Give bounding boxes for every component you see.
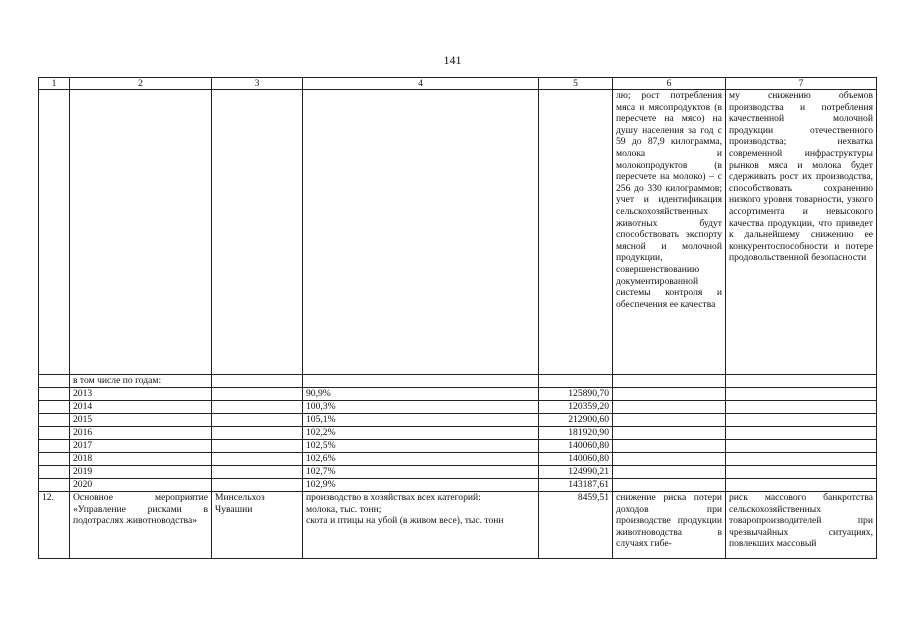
year: 2019	[70, 466, 212, 479]
by-years-label: в том числе по годам:	[70, 375, 212, 388]
year: 2014	[70, 401, 212, 414]
column-number: 2	[70, 78, 212, 90]
year-row	[39, 440, 877, 453]
growth-percent: 102,6%	[303, 453, 539, 466]
year-row	[39, 479, 877, 492]
year: 2016	[70, 427, 212, 440]
amount: 212900,60	[539, 414, 613, 427]
year-row	[39, 414, 877, 427]
risk-text: риск массового банкротства сельскохозяйственных товаропроизводителей при чрезвычайных ситуациях, повлекших массовый	[726, 492, 877, 559]
amount: 140060,80	[539, 440, 613, 453]
year-row	[39, 427, 877, 440]
growth-percent: 102,2%	[303, 427, 539, 440]
continued-row	[39, 90, 877, 375]
growth-percent: 105,1%	[303, 414, 539, 427]
amount: 8459,51	[539, 492, 613, 559]
executor: Минсельхоз Чувашии	[212, 492, 303, 559]
column-number: 7	[726, 78, 877, 90]
row-number: 12.	[39, 492, 70, 559]
amount: 120359,20	[539, 401, 613, 414]
year: 2020	[70, 479, 212, 492]
column-number: 6	[613, 78, 726, 90]
amount: 125890,70	[539, 388, 613, 401]
year: 2013	[70, 388, 212, 401]
growth-percent: 90,9%	[303, 388, 539, 401]
indicators	[303, 492, 539, 559]
expected-result-text: лю; рост потребления мяса и мясопродуктов (в пересчете на мясо) на душу населения за год с 59 до 87,9 килограмма, молока и молокопродуктов (в пересчете на молоко) – с 256 до 330 килограммов; учет и идентификация сельскохозяйственных животных будут способствовать экспорту мясной и молочной продукции, совершенствованию документированной системы контроля и обеспечения ее качества	[613, 90, 726, 375]
amount: 124990,21	[539, 466, 613, 479]
column-number-row	[39, 78, 877, 90]
measure-row-12	[39, 492, 877, 559]
risk-text: му снижению объемов производства и потребления качественной молочной продукции отечественного производства; нехватка современной инфраструктуры рынков мяса и молока будет сдерживать рост их производства, способствовать сохранению низкого уровня товарности, узкого ассортимента и невысокого качества продукции, что приведет к дальнейшему снижению ее конкурентоспособности и потере продовольственной безопасности	[726, 90, 877, 375]
year-row	[39, 453, 877, 466]
year: 2017	[70, 440, 212, 453]
year-row	[39, 388, 877, 401]
amount: 143187,61	[539, 479, 613, 492]
year-row	[39, 466, 877, 479]
year: 2018	[70, 453, 212, 466]
growth-percent: 102,5%	[303, 440, 539, 453]
growth-percent: 100,3%	[303, 401, 539, 414]
indicator-line: скота и птицы на убой (в живом весе), тыс. тонн	[306, 515, 504, 527]
column-number: 1	[39, 78, 70, 90]
measure-name: Основное мероприятие «Управление рисками в подотраслях животноводства»	[70, 492, 212, 559]
growth-percent: 102,9%	[303, 479, 539, 492]
expected-result-text: снижение риска потери доходов при производстве продукции животноводства в случаях гибе-	[613, 492, 726, 559]
year: 2015	[70, 414, 212, 427]
program-table	[38, 77, 877, 559]
amount: 181920,90	[539, 427, 613, 440]
column-number: 3	[212, 78, 303, 90]
column-number: 4	[303, 78, 539, 90]
column-number: 5	[539, 78, 613, 90]
indicator-line: производство в хозяйствах всех категорий:	[306, 492, 481, 503]
year-row	[39, 401, 877, 414]
growth-percent: 102,7%	[303, 466, 539, 479]
indicator-line: молока, тыс. тонн;	[306, 503, 382, 515]
page-number: 141	[443, 53, 462, 67]
by-years-row	[39, 375, 877, 388]
amount: 140060,80	[539, 453, 613, 466]
